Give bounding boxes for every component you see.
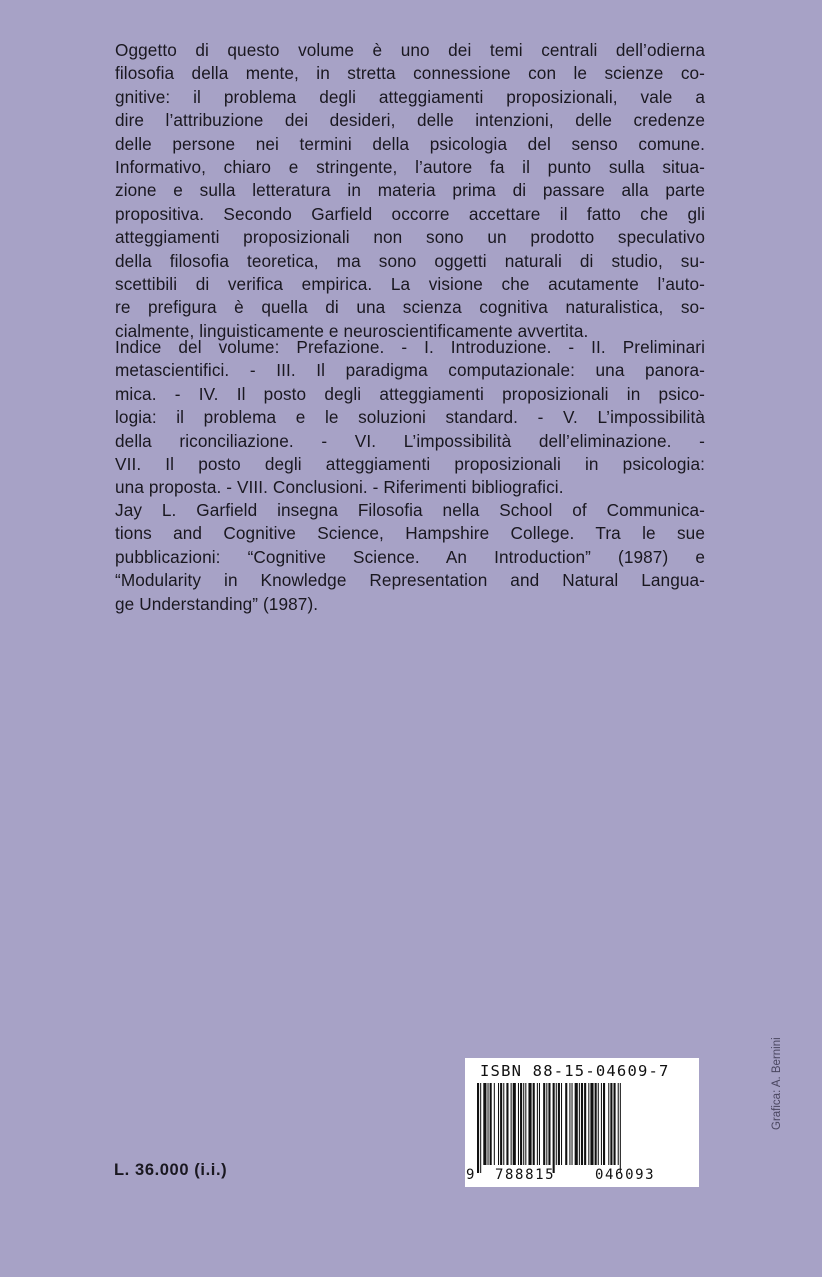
description-line: atteggiamenti proposizionali non sono un prodotto speculativo bbox=[115, 227, 705, 248]
barcode-bar bbox=[579, 1083, 580, 1165]
barcode-bar bbox=[539, 1083, 540, 1165]
description-line: zione e sulla letteratura in materia prima di passare alla parte bbox=[115, 180, 705, 201]
barcode-bar bbox=[548, 1083, 550, 1165]
barcode-bar bbox=[614, 1083, 616, 1165]
toc-line: una proposta. - VIII. Conclusioni. - Riferimenti bibliografici. bbox=[115, 477, 564, 498]
barcode-bar bbox=[603, 1083, 605, 1165]
barcode-bar bbox=[518, 1083, 519, 1165]
barcode-bar bbox=[477, 1083, 479, 1173]
barcode-bar bbox=[483, 1083, 486, 1165]
description-line: Informativo, chiaro e stringente, l’autore fa il punto sulla situa- bbox=[115, 157, 705, 178]
toc-line: VII. Il posto degli atteggiamenti proposizionali in psicologia: bbox=[115, 454, 705, 475]
barcode-bar bbox=[595, 1083, 597, 1165]
barcode-bar bbox=[537, 1083, 538, 1165]
barcode-bar bbox=[581, 1083, 583, 1165]
barcode-bar bbox=[572, 1083, 573, 1165]
toc-line: mica. - IV. Il posto degli atteggiamenti proposizionali in psico- bbox=[115, 383, 705, 404]
ean-right-digits: 046093 bbox=[595, 1167, 656, 1183]
barcode-bar bbox=[618, 1083, 619, 1165]
barcode-bar bbox=[608, 1083, 609, 1165]
description-line: filosofia della mente, in stretta connessione con le scienze co- bbox=[115, 63, 705, 84]
barcode-bar bbox=[584, 1083, 586, 1165]
isbn-barcode bbox=[465, 1058, 699, 1187]
isbn-number: ISBN 88-15-04609-7 bbox=[480, 1062, 670, 1080]
barcode-bar bbox=[601, 1083, 602, 1165]
bio-line: “Modularity in Knowledge Representation and Natural Langua- bbox=[115, 570, 705, 591]
bio-line: tions and Cognitive Science, Hampshire College. Tra le sue bbox=[115, 523, 705, 544]
barcode-bar bbox=[523, 1083, 524, 1165]
bio-line: Jay L. Garfield insegna Filosofia nella School of Communica- bbox=[115, 500, 705, 520]
toc-line: Indice del volume: Prefazione. - I. Introduzione. - II. Preliminari bbox=[115, 337, 705, 357]
barcode-bar bbox=[558, 1083, 560, 1165]
barcode-bar bbox=[528, 1083, 531, 1165]
design-credit-text: Grafica: A. Bernini bbox=[771, 1037, 783, 1130]
toc-line: logia: il problema e le soluzioni standard. - V. L’impossibilità bbox=[115, 407, 705, 428]
description-line: scettibili di verifica empirica. La visione che acutamente l’auto- bbox=[115, 274, 705, 295]
barcode-bar bbox=[561, 1083, 562, 1165]
barcode-bar bbox=[525, 1083, 526, 1165]
barcode-bar bbox=[598, 1083, 599, 1165]
barcode-bar bbox=[503, 1083, 504, 1165]
table-of-contents bbox=[115, 336, 705, 500]
barcode-bar bbox=[588, 1083, 589, 1165]
description-line: della filosofia teoretica, ma sono oggetti naturali di studio, su- bbox=[115, 250, 705, 271]
author-bio bbox=[115, 499, 705, 616]
barcode-bar bbox=[488, 1083, 489, 1165]
barcode-bar bbox=[590, 1083, 593, 1165]
barcode-bar bbox=[520, 1083, 522, 1165]
description-line: propositiva. Secondo Garfield occorre accettare il fatto che gli bbox=[115, 203, 705, 224]
bio-line: ge Understanding” (1987). bbox=[115, 593, 319, 614]
ean-prefix-digit: 9 bbox=[466, 1167, 475, 1183]
barcode-bar bbox=[556, 1083, 557, 1165]
barcode-bar bbox=[569, 1083, 570, 1165]
barcode-bar bbox=[494, 1083, 495, 1165]
ean-left-digits: 788815 bbox=[495, 1167, 556, 1183]
barcode-bar bbox=[490, 1083, 492, 1165]
barcode-bar bbox=[500, 1083, 502, 1165]
barcode-bar bbox=[498, 1083, 499, 1165]
barcode-bar bbox=[620, 1083, 621, 1173]
barcode-bar bbox=[546, 1083, 547, 1165]
toc-line: della riconciliazione. - VI. L’impossibilità dell’eliminazione. - bbox=[115, 430, 705, 451]
barcode-bar bbox=[565, 1083, 567, 1165]
barcode-bar bbox=[513, 1083, 516, 1165]
description-line: cialmente, linguisticamente e neuroscientificamente avvertita. bbox=[115, 320, 589, 341]
price-label: L. 36.000 (i.i.) bbox=[114, 1161, 228, 1179]
book-description bbox=[115, 39, 705, 343]
barcode-bar bbox=[575, 1083, 578, 1165]
barcode-bar bbox=[480, 1083, 481, 1173]
description-line: Oggetto di questo volume è uno dei temi centrali dell’odierna bbox=[115, 40, 705, 60]
barcode-bars bbox=[477, 1083, 689, 1173]
description-line: re prefigura è quella di una scienza cognitiva naturalistica, so- bbox=[115, 297, 705, 318]
description-line: dire l’attribuzione dei desideri, delle intenzioni, delle credenze bbox=[115, 110, 705, 131]
barcode-bar bbox=[533, 1083, 535, 1165]
bio-line: pubblicazioni: “Cognitive Science. An Introduction” (1987) e bbox=[115, 546, 705, 567]
barcode-bar bbox=[506, 1083, 508, 1165]
barcode-bar bbox=[543, 1083, 545, 1165]
barcode-bar bbox=[511, 1083, 512, 1165]
description-line: delle persone nei termini della psicologia del senso comune. bbox=[115, 133, 705, 154]
description-line: gnitive: il problema degli atteggiamenti proposizionali, vale a bbox=[115, 86, 705, 107]
barcode-bar bbox=[610, 1083, 612, 1165]
toc-line: metascientifici. - III. Il paradigma computazionale: una panora- bbox=[115, 360, 705, 381]
barcode-bar bbox=[553, 1083, 555, 1173]
